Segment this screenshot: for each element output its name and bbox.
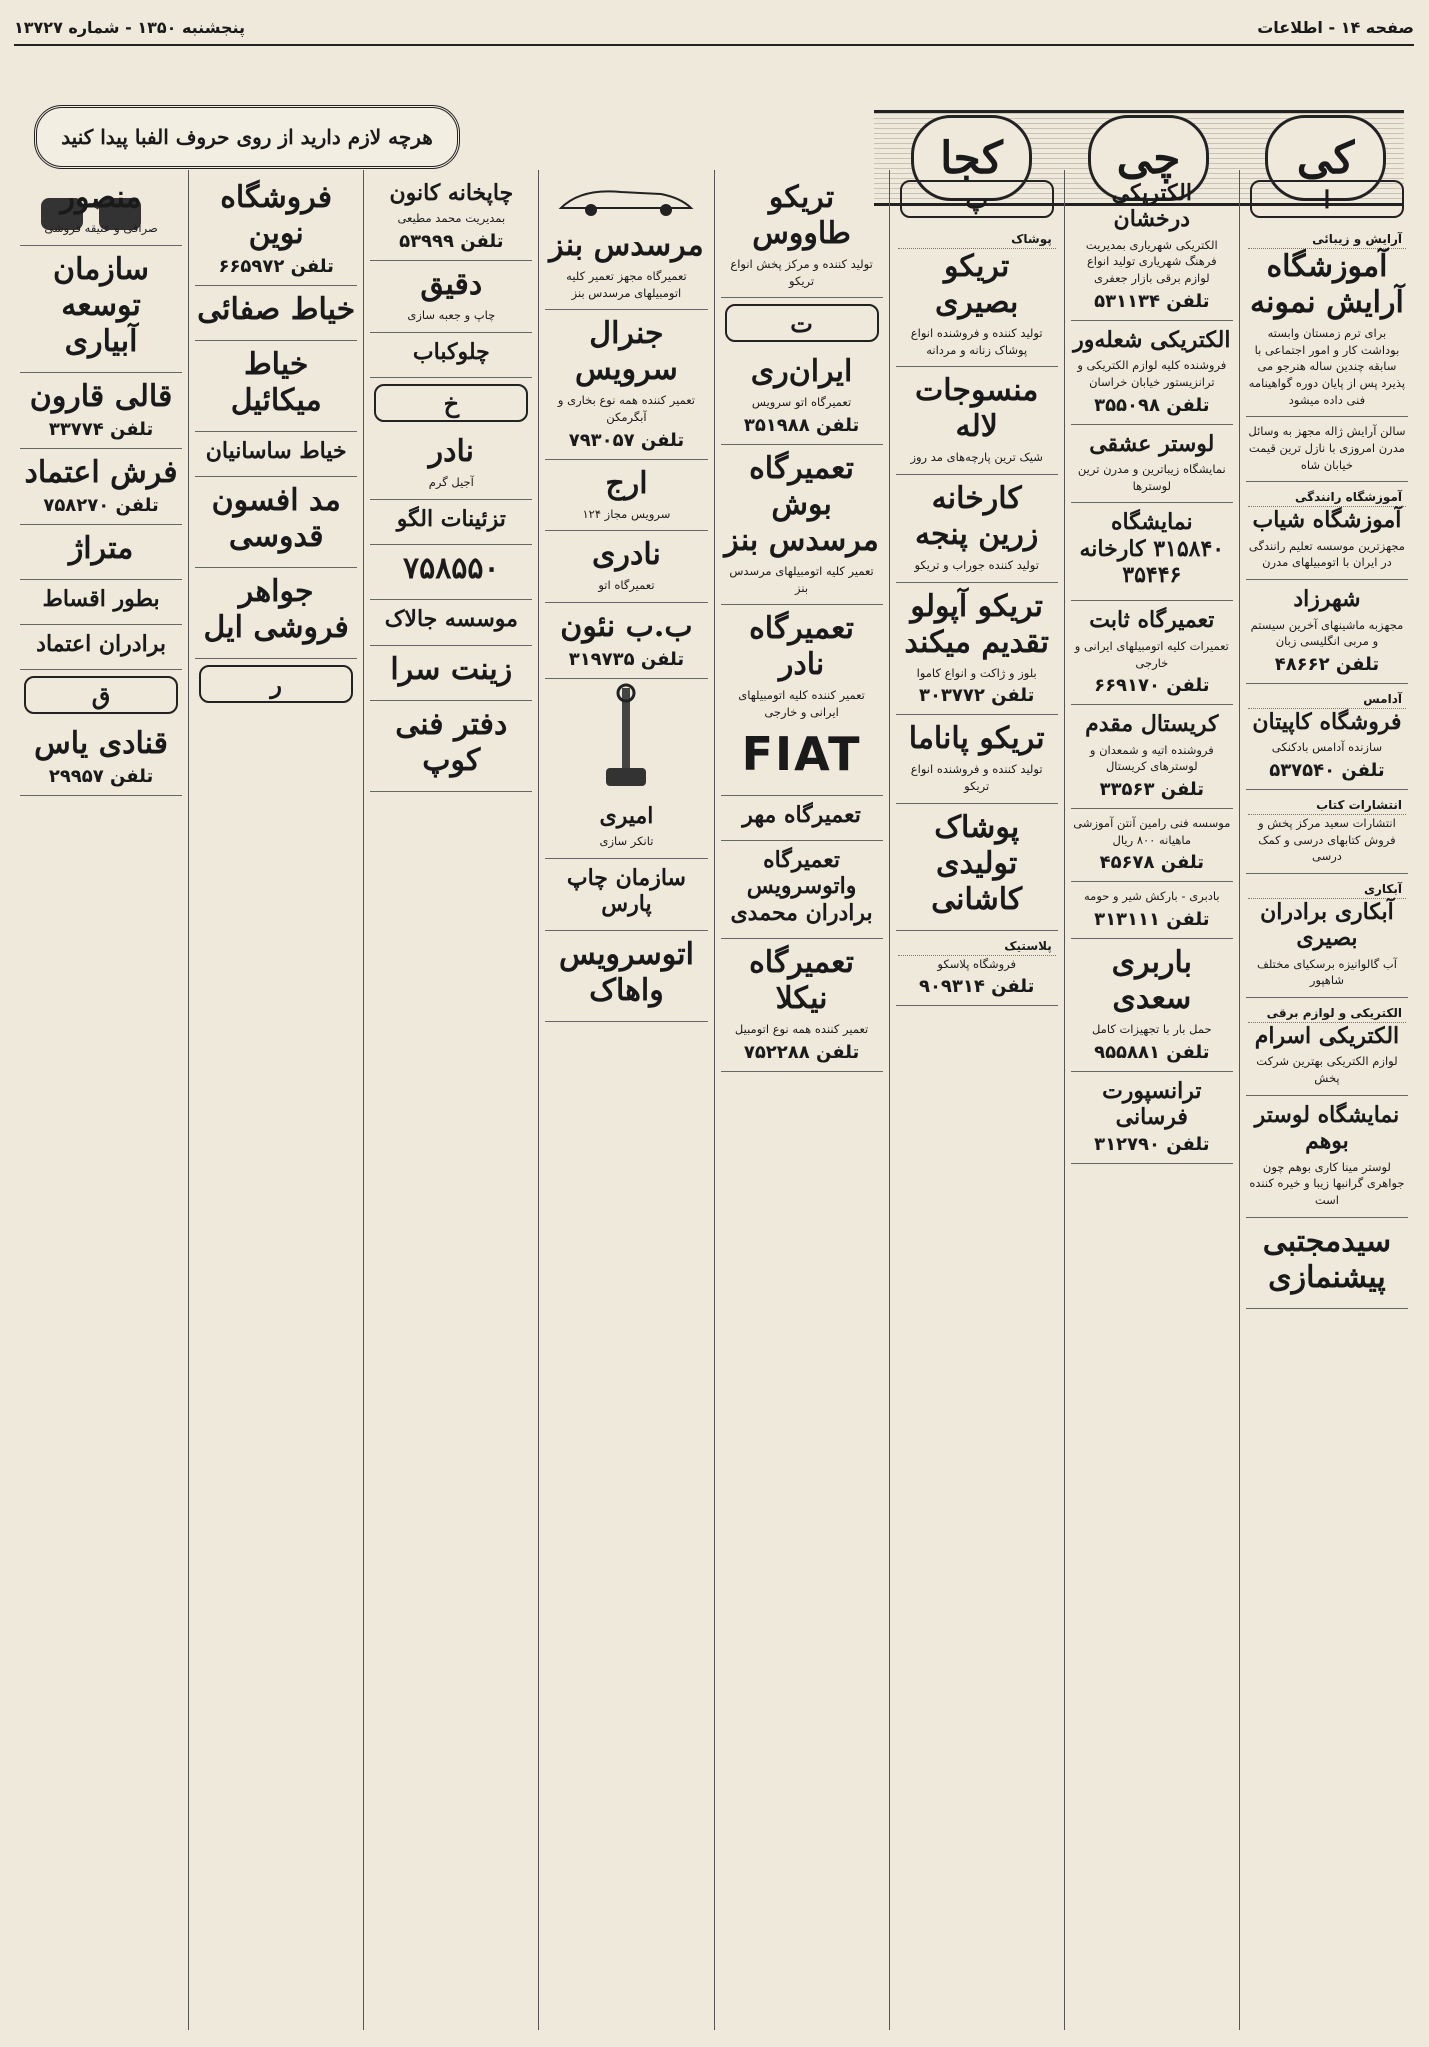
ad-block [1246, 1218, 1408, 1309]
date-label: پنجشنبه ۱۳۵۰ - شماره ۱۳۷۲۷ [14, 17, 246, 37]
ad-title: شهرزاد [1293, 586, 1361, 613]
ad-body: صرافی و عتیقه فروشی [44, 221, 158, 235]
ad-title: تریکو طاووس [752, 180, 851, 251]
ad-title: مد افسون قدوسی [211, 483, 341, 555]
ad-phone: تلفن ۳۵۱۹۸۸ [743, 415, 860, 437]
masthead [14, 50, 1414, 184]
ad-title: الکتریکی اسرام [1254, 1023, 1400, 1050]
ad-title: سازمان چاپ پارس [566, 865, 686, 918]
column-7 [188, 170, 363, 2030]
ad-phone: تلفن ۹۰۹۳۱۴ [918, 976, 1035, 998]
ad-block [896, 583, 1058, 716]
ad-body: بمدیریت محمد مطیعی [397, 211, 506, 226]
ad-block [1246, 684, 1408, 790]
ad-block [721, 605, 883, 795]
ad-block [1071, 174, 1233, 321]
ad-block [370, 701, 532, 792]
ad-block [195, 477, 357, 568]
ad-block [1071, 939, 1233, 1072]
ad-title: نادر [428, 434, 474, 470]
ad-title: دقیق [420, 267, 483, 303]
ad-block [1246, 417, 1408, 482]
ad-phone: تلفن ۵۳۷۵۴۰ [1269, 759, 1385, 781]
ad-phone: تلفن ۳۰۳۷۷۲ [918, 685, 1035, 707]
fiat-logo: FIAT [741, 726, 862, 781]
ad-block [1246, 998, 1408, 1096]
ad-title: سیدمجتبی پیشنمازی [1262, 1223, 1392, 1295]
ad-block [20, 174, 182, 246]
page-label: صفحه ۱۴ - اطلاعات [1257, 17, 1414, 37]
ad-title: متراژ [68, 530, 134, 566]
ad-block [1246, 1096, 1408, 1218]
ad-block [370, 545, 532, 600]
ad-block [1246, 224, 1408, 417]
ad-title: نمایشگاه ۳۱۵۸۴۰ کارخانه ۳۵۴۴۶ [1079, 509, 1225, 589]
ad-title: تریکو آپولو تقدیم میکند [904, 588, 1049, 660]
column-2 [1064, 170, 1239, 2030]
ad-title: کارخانه زرین پنجه [914, 481, 1039, 553]
ad-title: جنرال سرویس [575, 316, 678, 388]
ad-body: فروشنده کلیه لوازم الکتریکی و ترانزیستور خیابان خراسان [1077, 358, 1227, 389]
ad-body: لوازم الکتریکی بهترین شرکت پخش [1256, 1054, 1398, 1086]
ad-body: سازنده آدامس بادکنکی [1271, 740, 1383, 755]
ad-body: مجهزترین موسسه تعلیم رانندگی در ایران با اتومبیلهای مدرن [1248, 538, 1405, 570]
ad-body: تعمیر کننده همه نوع بخاری و آبگرمکن [557, 393, 695, 425]
ad-body: تولید کننده و فروشنده انواع پوشاک زنانه و مردانه [910, 326, 1043, 357]
ad-title: نمایشگاه لوستر بوهم [1254, 1101, 1400, 1155]
category-label: پلاستیک [898, 937, 1056, 956]
ad-title: تعمیرگاه بوش مرسدس بنز [724, 451, 879, 559]
ad-title: بطور اقساط [42, 585, 160, 612]
ad-title: الکتریکی شعله‌ور [1073, 326, 1231, 353]
section-letter: ا [1250, 180, 1404, 218]
ad-title: جواهر فروشی ایل [203, 574, 349, 646]
ad-block [721, 939, 883, 1072]
ad-body: شیک ترین پارچه‌های مد روز [910, 450, 1043, 465]
ad-title: آموزشگاه شیاب [1252, 507, 1402, 534]
ad-title: فروشگاه کاپیتان [1252, 708, 1402, 735]
ad-block [721, 174, 883, 298]
ad-block [545, 931, 707, 1022]
ad-title: ترانسپورت فرسانی [1102, 1077, 1202, 1130]
ad-body: موسسه فنی رامین آنتن آموزشی ماهیانه ۸۰۰ ریال [1073, 815, 1231, 847]
title-word-what: چی [1088, 115, 1209, 201]
ad-title: موسسه جالاک [384, 606, 518, 633]
section-letter: ق [24, 676, 178, 714]
ad-title: آبکاری برادران بصیری [1260, 898, 1394, 952]
ad-body: نمایشگاه زیباترین و مدرن ترین لوسترها [1077, 461, 1226, 493]
ad-title: تریکو بصیری [934, 249, 1019, 320]
ad-block [545, 310, 707, 459]
ad-phone: تلفن ۳۱۳۱۱۱ [1094, 908, 1210, 930]
ad-block [20, 580, 182, 625]
ad-block [195, 432, 357, 477]
ad-block [20, 625, 182, 670]
category-label: آموزشگاه رانندگی [1248, 488, 1406, 507]
ad-phone: تلفن ۷۵۲۲۸۸ [743, 1041, 860, 1063]
ad-block [1071, 809, 1233, 882]
ad-title: خیاط صفائی [197, 292, 356, 327]
ad-block [545, 797, 707, 859]
ad-block [195, 341, 357, 432]
ad-block [20, 449, 182, 525]
ad-phone: تلفن ۵۳۱۱۳۴ [1094, 290, 1210, 312]
ad-block [1071, 503, 1233, 601]
ad-title: سازمان توسعه آبیاری [53, 251, 150, 359]
ad-title: خیاط ساسانیان [205, 438, 347, 464]
ad-title: خیاط میکائیل [230, 347, 322, 418]
ad-title: الکتریکی درخشان [1111, 180, 1192, 233]
ad-block [1071, 1072, 1233, 1165]
ad-block [896, 224, 1058, 367]
ad-body: انتشارات سعید مرکز پخش و فروش کتابهای درسی و کمک درسی [1258, 815, 1396, 864]
ad-title: برادران اعتماد [36, 631, 166, 658]
ad-title: امیری [599, 803, 654, 830]
page-header [14, 10, 1414, 46]
category-label: الکتریکی و لوازم برقی [1248, 1004, 1406, 1023]
ad-title: فرش اعتماد [24, 454, 178, 490]
ad-phone: تلفن ۳۱۲۷۹۰ [1094, 1134, 1210, 1156]
ad-block [1246, 482, 1408, 580]
ad-body: تعمیرات کلیه اتومبیلهای ایرانی و خارجی [1074, 638, 1229, 670]
newspaper-page [14, 10, 1414, 2038]
ad-title: زینت سرا [390, 651, 513, 687]
ad-phone: تلفن ۹۵۵۸۸۱ [1094, 1041, 1210, 1063]
ad-title: آموزشگاه آرایش نمونه [1250, 249, 1404, 320]
ad-body: سالن آرایش ژاله مجهز به وسائل مدرن امروزی با نازل ترین قیمت خیابان شاه [1248, 424, 1406, 472]
ad-phone: تلفن ۵۳۹۹۹ [399, 231, 504, 253]
ad-title: تعمیرگاه نادر [749, 611, 855, 683]
ad-title: پوشاک تولیدی کاشانی [931, 809, 1023, 917]
ad-title: باربری سعدی [1111, 944, 1192, 1016]
ad-block [896, 931, 1058, 1007]
ad-phone: تلفن ۴۵۶۷۸ [1099, 852, 1205, 874]
ad-body: بلوز و ژاکت و انواع کاموا [916, 665, 1037, 680]
ad-title: قنادی یاس [34, 726, 169, 762]
ad-title: تزئینات الگو [396, 505, 506, 532]
ad-body: فروشنده اتیه و شمعدان و لوسترهای کریستال [1089, 742, 1214, 774]
ad-body: بادبری - بارکش شیر و حومه [1084, 889, 1220, 904]
ad-phone: تلفن ۳۱۹۷۳۵ [568, 649, 685, 671]
section-letter: ر [199, 665, 353, 703]
ad-phone: تلفن ۳۳۷۷۴ [48, 418, 154, 440]
ad-body: لوستر مینا کاری بوهم چون جواهری گرانبها زیبا و خیره کننده است [1249, 1159, 1405, 1207]
ad-block [20, 246, 182, 373]
ad-block [195, 568, 357, 659]
ad-block [1071, 425, 1233, 504]
car-illustration-icon [551, 178, 701, 218]
ad-block [1246, 580, 1408, 684]
ad-block [370, 646, 532, 701]
title-word-who: کی [1265, 115, 1386, 201]
category-label: انتشارات کتاب [1248, 796, 1406, 815]
ad-title: تعمیرگاه واتوسرویس برادران محمدی [730, 847, 873, 926]
ad-block [721, 348, 883, 445]
ad-title: تعمیرگاه مهر [742, 801, 861, 828]
ad-block [545, 603, 707, 679]
ad-title: ب.ب نئون [560, 609, 693, 645]
ad-body: فروشگاه پلاسکو [937, 956, 1016, 971]
ad-block [20, 373, 182, 449]
ad-block [545, 460, 707, 532]
ad-body: تعمیر کننده همه نوع اتومبیل [734, 1022, 869, 1037]
ad-body: تولید کننده جوراب و تریکو [914, 558, 1039, 573]
ad-block [896, 367, 1058, 475]
ad-block [721, 841, 883, 939]
ad-title: منصور [60, 180, 142, 215]
ad-title: تعمیرگاه ثابت [1089, 607, 1215, 634]
ad-block [370, 174, 532, 261]
ad-block [1246, 874, 1408, 998]
category-label: پوشاک [898, 230, 1056, 249]
ad-block [370, 428, 532, 500]
ad-phone: تلفن ۷۵۸۲۷۰ [43, 494, 159, 516]
ad-block [370, 500, 532, 545]
jack-illustration-icon [596, 683, 656, 793]
ad-body: تولید کننده و مرکز پخش انواع تریکو [730, 257, 873, 288]
ad-body: برای ترم زمستان وابسته بوداشت کار و امور اجتماعی با سابقه چندین ساله هنرجو می پذیرد پس از پایان دوره گواهینامه فنی داده میشود [1248, 326, 1406, 407]
ad-phone: تلفن ۲۹۹۵۷ [48, 766, 154, 788]
ad-body: مجهزبه ماشینهای آخرین سیستم و مربی انگلیسی زبان [1250, 617, 1404, 649]
column-3 [889, 170, 1064, 2030]
ad-body: تعمیر کننده کلیه اتومبیلهای ایرانی و خارجی [738, 688, 865, 720]
ad-title: تعمیرگاه نیکلا [749, 945, 855, 1017]
ad-body: تعمیرگاه اتو سرویس [751, 395, 852, 410]
ad-block [896, 715, 1058, 803]
ad-block [370, 600, 532, 645]
section-letter: ت [725, 304, 879, 342]
ad-phone: تلفن ۶۶۹۱۷۰ [1094, 675, 1210, 697]
ad-title: کریستال مقدم [1085, 711, 1219, 738]
ad-block [195, 286, 357, 341]
ad-body: تولید کننده و فروشنده انواع تریکو [910, 762, 1043, 794]
ad-title: منسوجات لاله [915, 373, 1039, 445]
ad-title: مرسدس بنز [549, 228, 704, 263]
column-8 [14, 170, 188, 2030]
ad-body: سرویس مجاز ۱۲۴ [582, 506, 671, 521]
ad-title: نادری [592, 537, 661, 573]
ad-block [1071, 321, 1233, 425]
ad-body: حمل بار با تجهیزات کامل [1091, 1021, 1212, 1036]
ad-body: تانکر سازی [599, 834, 654, 849]
category-label: آدامس [1248, 690, 1406, 709]
ad-phone: تلفن ۶۶۵۹۷۲ [218, 256, 334, 277]
column-4 [714, 170, 889, 2030]
slogan-banner: هرچه لازم دارید از روی حروف الفبا پیدا کنید [34, 105, 460, 169]
ad-title: دفتر فنی کوپ [395, 706, 508, 778]
ad-block [1246, 790, 1408, 874]
ad-block [1071, 601, 1233, 705]
ad-body: الکتریکی شهریاری بمدیریت فرهنگ شهریاری تولید انواع لوازم برقی بازار جعفری [1085, 237, 1218, 286]
ad-phone: تلفن ۷۹۳۰۵۷ [568, 429, 685, 451]
ad-title: چلوکباب [412, 338, 490, 365]
title-word-where: کجا [911, 115, 1032, 201]
ad-block [545, 859, 707, 931]
ad-body: چاپ و جعبه سازی [407, 308, 496, 323]
ad-columns [14, 170, 1414, 2030]
ad-title: ارج [605, 465, 648, 501]
ad-block [20, 525, 182, 580]
column-5 [538, 170, 713, 2030]
ad-body: تعمیرگاه مجهز تعمیر کلیه اتومبیلهای مرسدس بنز [566, 269, 687, 300]
ad-phone: تلفن ۳۵۵۰۹۸ [1094, 394, 1210, 416]
section-letter: پ [900, 180, 1054, 218]
ad-title: قالی قارون [29, 378, 173, 414]
ad-title: لوستر عشقی [1089, 430, 1215, 457]
ad-title: ۷۵۸۵۵۰ [402, 551, 500, 587]
category-label: آرایش و زیبائی [1248, 230, 1406, 249]
ad-block [545, 222, 707, 310]
ad-title: ایران‌ری [750, 354, 853, 390]
ad-block [721, 796, 883, 841]
ad-block [545, 531, 707, 603]
ad-block [896, 804, 1058, 931]
ad-block [370, 333, 532, 378]
ad-block [20, 720, 182, 796]
ad-body: آجیل گرم [428, 475, 474, 490]
ad-block [195, 174, 357, 286]
ad-title: فروشگاه نوین [220, 180, 333, 251]
ad-title: اتوسرویس واهاک [558, 936, 694, 1008]
section-letter: خ [374, 384, 528, 422]
ad-block [370, 261, 532, 333]
ad-body: تعمیرگاه اتو [598, 578, 655, 593]
ad-block [1071, 705, 1233, 809]
ad-block [896, 475, 1058, 583]
ad-phone: تلفن ۴۸۶۶۲ [1274, 653, 1380, 675]
ad-body: تعمیر کلیه اتومبیلهای مرسدس بنز [729, 564, 874, 595]
ad-title: تریکو پاناما [908, 721, 1045, 757]
column-1 [1239, 170, 1414, 2030]
ad-block [721, 445, 883, 605]
ad-title: چاپخانه کانون [389, 180, 514, 206]
ad-block [1071, 882, 1233, 939]
ad-body: آب گالوانیزه برسکیای مختلف شاهپور [1256, 956, 1397, 988]
category-label: آبکاری [1248, 880, 1406, 899]
column-6 [363, 170, 538, 2030]
ad-phone: تلفن ۳۳۵۶۳ [1099, 778, 1205, 800]
